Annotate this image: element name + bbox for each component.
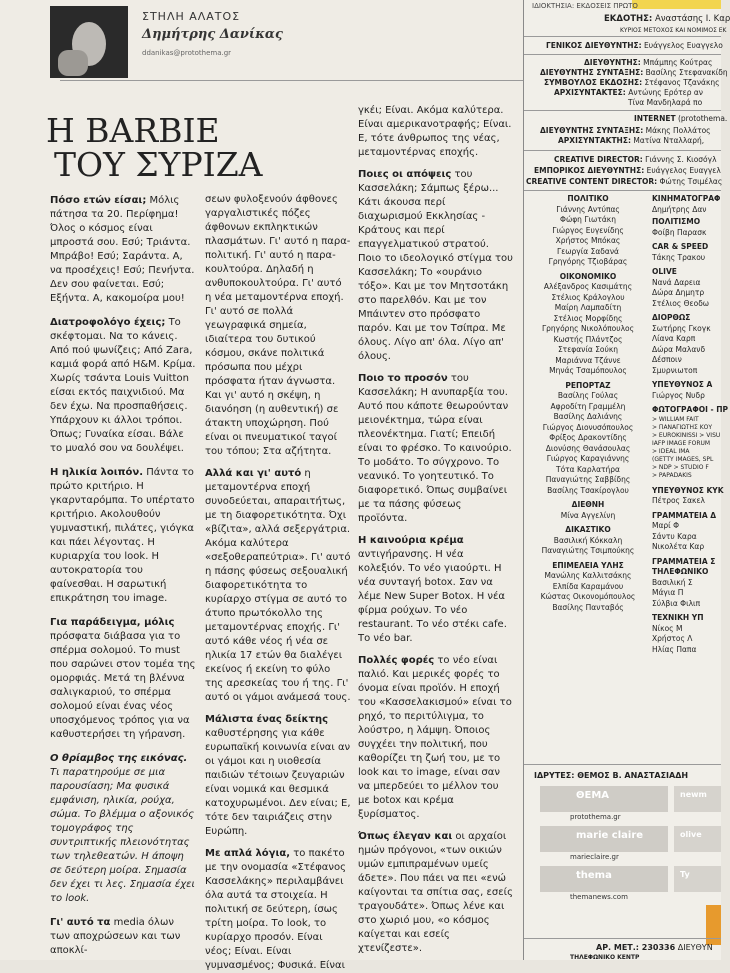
staff-name: Μηνάς Τσαμόπουλος (549, 366, 627, 375)
logo-protothema: ΘΕΜΑ (540, 786, 668, 812)
divider (524, 36, 721, 37)
staff-name: Παναγιώτης Τσιμπούκης (541, 546, 635, 555)
staff-name: Αφροδίτη Γραμμέλη (550, 401, 626, 411)
staff-name: Νίκος Μ (652, 623, 683, 633)
world-heading: ΔΙΕΘΝΗ (571, 500, 605, 509)
author-name: Δημήτρης Δανίκας (142, 27, 283, 42)
author-portrait (50, 6, 128, 78)
staff-name: Βασίλης Τσακίρογλου (547, 485, 629, 495)
logo-side: newm (674, 786, 721, 812)
staff-name: Αλέξανδρος Κασιμάτης (543, 282, 633, 291)
staff-name: Μίνα Αγγελίνη (560, 510, 616, 520)
founders-line: ΙΔΡΥΤΕΣ: ΘΕΜΟΣ Β. ΑΝΑΣΤΑΣΙΑΔΗ (534, 771, 689, 780)
photo-credit: > PAPADAKIS (652, 471, 692, 479)
paragraph-7: σεων φυλοξενούν άφθονες γαργαλιστικές πόζες άφθονων εκπληκτικών πλασμάτων. Γι' αυτό η παρα-πολιτική. Γι' αυτό η παρα-κουλτούρα. Δηλαδή η ανθυποκουλτούρα. Γι' αυτό η νέα μεταμοντέρνα εποχή. Γι' αυτό σε πολλά γεωγραφικά σημεία, ιδιαίτερα του δυτικού κόσμου, σκάνε πολιτικά πρόσωπα που μέχρι πρόσφατα ήταν άγνωστα. Και γι' αυτό η σκέψη, η διανόηση (η αυθεντική) σε άτακτη υποχώρηση. Πού είναι οι πνευματικοί ταγοί του τόπου; Στα αζήτητα. (205, 194, 351, 457)
proofreading-heading: ΔΙΟΡΘΩΣ (652, 313, 691, 322)
chief-editors-line: ΑΡΧΙΣΥΝΤΑΚΤΕΣ: Αντώνης Ερότερ αν (554, 88, 703, 97)
photo-heading: ΦΩΤΟΓΡΑΦΟΙ - ΠΡ (652, 405, 728, 414)
headline-line-2: ΤΟΥ ΣΥΡΙΖΑ (54, 145, 263, 184)
staff-name: Κώστας Οικονομόπουλος (540, 592, 636, 601)
paragraph-9: Μάλιστα ένας δείκτης καθυστέρησης για κάθε ευρωπαϊκή κοινωνία είναι αν οι γάμοι και η υιοθεσία παιδιών τέτοιων ζευγαριών είναι νομικά και θεσμικά κατοχυρωμένοι. Δεν είναι; Ε, τότε δεν ταιριάζεις στην Ευρώπη. (205, 714, 351, 837)
staff-name: Γιώργος Καραγιάννης (546, 454, 630, 463)
secretary-heading: ΓΡΑΜΜΑΤΕΙΑ Δ (652, 510, 717, 520)
economy-heading: ΟΙΚΟΝΟΜΙΚΟ (559, 271, 617, 281)
staff-name: Ελπίδα Καραμάνου (552, 581, 624, 591)
staff-name: Γρηγόρης Τζιοβάρας (548, 257, 628, 266)
internet-editor-director: ΔΙΕΥΘΥΝΤΗΣ ΣΥΝΤΑΞΗΣ: Μάκης Πολλάτος (540, 126, 711, 135)
paragraph-1: Πόσο ετών είσαι; Μόλις πάτησα τα 20. Περίφημα! Όλος ο κόσμος είναι μπροστά σου. Εσύ; Τριάντα. Μπράβο! Εσύ; Σαράντα. Α, να προσέχεις! Εσύ; Πενήντα. Δεν σου φαίνεται. Εσύ; Εξήντα. Α, κακομοίρα μου! (50, 195, 195, 304)
staff-name: Σμυρνιωτοπ (652, 365, 698, 375)
header-rule (60, 80, 523, 81)
phone-secretary-sub: ΤΗΛΕΦΩΝΙΚΟ (652, 567, 709, 576)
staff-name: Γιώργος Νυδρ (652, 390, 705, 400)
editor-director-line: ΔΙΕΥΘΥΝΤΗΣ ΣΥΝΤΑΞΗΣ: Βασίλης Στεφανακίδη (540, 68, 728, 77)
paragraph-2: Διατροφολόγο έχεις; Το σκέφτομαι. Να το κάνεις. Από πού ψωνίζεις; Από Zara, καμιά φορά από H&M. Κρίμα. Χωρίς τσάντα Louis Vuitton είσαι εκτός παιχνιδιού. Μα δεν έχω. Να προσπαθήσεις. Υπάρχουν κι άλλοι τρόποι. Όπως; Γυναίκα είσαι. Βάλε το μυαλό σου να δουλέψει. (50, 317, 196, 454)
staff-name: Φοίβη Παρασκ (652, 227, 707, 237)
culture-heading: ΠΟΛΙΤΙΣΜΟ (652, 217, 701, 226)
staff-name: Μανώλης Καλλιτσάκης (544, 571, 632, 580)
logo-url: marieclaire.gr (570, 853, 619, 861)
staff-name: Γρηγόρης Νικολόπουλος (541, 324, 635, 333)
staff-name: Σάντυ Καρα (652, 531, 697, 541)
phone-secretary-heading: ΓΡΑΜΜΑΤΕΙΑ Σ (652, 556, 716, 566)
staff-name: Νανά Δαρεια (652, 277, 701, 287)
photo-credit: > NDP > STUDIO F (652, 463, 709, 471)
phone-center-label: ΤΗΛΕΦΩΝΙΚΟ ΚΕΝΤΡ (570, 954, 640, 961)
staff-name: Μάγια Π (652, 588, 684, 597)
staff-name: Σύλβια Φιλιπ (652, 598, 701, 608)
article-column-2 (205, 193, 351, 971)
staff-name: Μαρί Φ (652, 521, 680, 530)
paragraph-3: Η ηλικία λοιπόν. Πάντα το πρώτο κριτήριο. Η γκαρνταρόμπα. Το υπέρτατο κριτήριο. Ακολουθούν γυμναστική, πιλάτες, γιόγκα και πάει λέγοντας. Η κυριαρχία του look. Η αυτοκρατορία του φαίνεσθαι. Η σαρωτική επικράτηση του image. (50, 467, 195, 604)
logo-marieclaire: marie claire (540, 826, 668, 852)
staff-name: Στέλιος Κράλογλου (551, 292, 625, 302)
olive-heading: OLIVE (652, 267, 677, 276)
publisher-sub: ΚΥΡΙΟΣ ΜΕΤΟΧΟΣ ΚΑΙ ΝΟΜΙΜΟΣ ΕΚ (620, 27, 727, 34)
accent-block (706, 905, 721, 945)
staff-name: Βασίλης Δαλιάνης (553, 412, 623, 421)
staff-name: Γιώργος Ευγενίδης (552, 225, 624, 235)
logo-url: protothema.gr (570, 813, 621, 821)
registration-number: ΑΡ. ΜΕΤ.: 230336 ΔΙΕΥΘΥΝ (596, 943, 713, 952)
paragraph-16: Όπως έλεγαν και οι αρχαίοι ημών πρόγονοι, «των οικιών υμών εμπιπραμένων υμείς άδετε». Που πάει να πει «ενώ καίγονται τα σπίτια σας, εσείς τραγουδάτε». Όπως λένε και στο χωριό μου, «ο κόσμος καίγεται και εσείς χτενίζεστε». (358, 831, 513, 954)
paragraph-13: Ποιο το προσόν του Κασσελάκη; Η ανυπαρξία του. Αυτό που κάποτε θεωρούνταν μειονέκτημα, τώρα είναι πλεονέκτημα. Γιατί; Επειδή είναι το φρέσκο. Το καινούριο. Το μοδάτο. Το σύγχρονο. Το νεανικό. Το γοητευτικό. Το διαφορετικό. Όπως συμβαίνει με τα πάσης φύσεως προϊόντα. (358, 373, 512, 524)
paragraph-15: Πολλές φορές το νέο είναι παλιό. Και μερικές φορές το όνομα είναι προϊόν. Η εποχή του «Κασσελακισμού» είναι το ρηχό, το περιτύλιγμα, το λούστρο, η λάμψη. Όποιος συγχέει την πολιτική, που καθορίζει τη ζωή του, με το look και το image, είναι σαν να μπερδεύει το μέλλον του με botox και κρέμα ξυρίσματος. (358, 655, 512, 820)
divider (524, 54, 721, 55)
creative-content-line: CREATIVE CONTENT DIRECTOR: Φώτης Τσιμέλας (526, 177, 723, 186)
staff-name: Βασίλης Πανταβός (552, 602, 624, 612)
publisher-line: ΕΚΔΟΤΗΣ: Αναστάσης Ι. Καρ (604, 14, 730, 24)
staff-name: Στέλιος Μορφίδης (553, 313, 623, 323)
divider (524, 764, 721, 765)
photo-credit: > WILLIAM FAIT (652, 415, 699, 423)
staff-name: Γιάννης Αντύπας (556, 204, 620, 214)
staff-name: Φρίξος Δρακοντίδης (549, 433, 627, 442)
staff-name: Δώρα Μαλανδ (652, 344, 706, 354)
paragraph-5: Ο θρίαμβος της εικόνας. Τι παρατηρούμε σε μια παρουσίαση; Μα φυσικά εμφάνιση, ηλικία, ρούχα, σώμα. Το βλέμμα ο αξονικός τομογράφος της συντριπτικής πλειονότητας των τηλεθεατών. Η άποψη σε δεύτερη μοίρα. Σημασία δεν έχει τι λες. Σημασία έχει το look. (50, 753, 195, 904)
adviser-line: ΣΥΜΒΟΥΛΟΣ ΕΚΔΟΣΗΣ: Στέφανος Τζανάκης (544, 78, 720, 87)
staff-name: Μαριάννα Τζάννε (555, 355, 621, 365)
politics-heading: ΠΟΛΙΤΙΚΟ (567, 194, 609, 203)
logo-side: olive (674, 826, 721, 852)
staff-name: Παναγιώτης Σαββίδης (545, 475, 631, 484)
paragraph-10: Με απλά λόγια, το πακέτο με την ονομασία «Στέφανος Κασσελάκης» περιλαμβάνει όλα αυτά τα στοιχεία. Η πολιτική σε δεύτερη, ίσως τρίτη μοίρα. Το look, το κυρίαρχο προσόν. Είναι νέος; Είναι. Είναι γυμνασμένος; Φυσικά. Είναι (205, 848, 346, 971)
staff-name: Τότα Καρλατήρα (556, 464, 620, 474)
article-column-1 (50, 194, 197, 960)
article-column-3 (358, 104, 513, 960)
tech-heading: ΤΕΧΝΙΚΗ ΥΠ (652, 613, 704, 622)
logo-url: themanews.com (570, 893, 628, 901)
ops-heading: ΥΠΕΥΘΥΝΟΣ Α (652, 380, 713, 389)
staff-name: Χρήστος Λ (652, 634, 693, 643)
photo-credit: > IDEAL IMA (652, 447, 690, 455)
director-line: ΔΙΕΥΘΥΝΤΗΣ: Μπάμπης Κούτρας (584, 58, 713, 67)
staff-name: Τάκης Τρακου (652, 252, 706, 262)
staff-name: Χρήστος Μπόκας (555, 236, 621, 245)
chief-editor-2: Τίνα Μανδηλαρά πο (628, 98, 703, 107)
logo-themanews: thema (540, 866, 668, 892)
staff-name: Νικολέτα Καρ (652, 542, 705, 551)
headline-line-1: Η BARBIE (46, 111, 220, 150)
photo-credit: IAFP IMAGE FORUM (652, 439, 711, 447)
divider (524, 110, 721, 111)
staff-name: Διονύσης Θανάσουλας (545, 443, 631, 453)
staff-name: Γιώργος Διονυσόπουλος (542, 422, 634, 432)
internet-heading: INTERNET (protothema. (634, 114, 728, 123)
staff-name: Φώφη Γιωτάκη (560, 215, 616, 224)
paragraph-8: Αλλά και γι' αυτό η μεταμοντέρνα εποχή συνοδεύεται, απαραιτήτως, με τη διαφορετικότητα. Όχι «βίζιτα», αλλά σεξεργάτρια. Ακόμα καλύτερα «σεξοθεραπεύτρια». Γι' αυτό η πάσης φύσεως σεξουαλική διαφορετικότητα το κυρίαρχο στίγμα σε αυτό το άτυπο πρωτόκολλο της μεταμοντέρνας εποχής. Γι' αυτό κάθε νέος ή νέα σε ηλικία 17 ετών θα διαλέγει εκείνος ή εκείνη το φύλο της αρεσκείας του ή της. Γι' αυτό οι γάμοι ανάμεσά τους. (205, 468, 351, 703)
staff-name: Δώρα Δημητρ (652, 288, 705, 297)
divider (524, 150, 721, 151)
paragraph-12: Ποιες οι απόψεις του Κασσελάκη; Σάμπως ξέρω... Κάτι άκουσα περί διαχωρισμού Εκκλησίας - Κράτους και περί επαγγελματικού στρατού. Ποιο το ιδεολογικό στίγμα του Κασσελάκη; Το «ουράνιο τόξο». Και με τον Μητσοτάκη στο παρελθόν. Και με τον Μπάιντεν στο πρόσφατο παρόν. Και με τον Τσίπρα. Με όλους. Λίγο απ' όλα. Λίγο απ' όλους. (358, 169, 513, 362)
general-director-line: ΓΕΝΙΚΟΣ ΔΙΕΥΘΥΝΤΗΣ: Ευάγγελος Ευαγγελο (546, 41, 723, 50)
staff-name: Βασίλης Γούλας (557, 391, 619, 400)
masthead (523, 0, 730, 961)
divider (524, 190, 721, 191)
photo-credit: > ΠΑΝΑΓΙΩΤΗΣ ΚΟΥ (652, 423, 713, 431)
author-email: ddanikas@protothema.gr (142, 49, 232, 57)
paragraph-14: Η καινούρια κρέμα αντιγήρανσης. Η νέα κολεξιόν. Το νέο γιαούρτι. Η νέα συνταγή botox. Σαν να λέμε New Super Botox. Η νέα φίρμα ρούχων. Το νέο restaurant. Το νέο στέκι cafe. Το νέο bar. (358, 535, 507, 644)
staff-name: Μαίρη Λαμπαδίτη (554, 303, 622, 312)
staff-name: Δέσποιν (652, 355, 682, 364)
materials-heading: ΕΠΙΜΕΛΕΙΑ ΥΛΗΣ (552, 560, 624, 570)
photo-credit: > EUROKINISSI > VISU (652, 431, 721, 439)
ownership-line: ΙΔΙΟΚΤΗΣΙΑ: ΕΚΔΟΣΕΙΣ ΠΡΩΤΟ (532, 2, 638, 10)
staff-name: Δημήτρης Δαν (652, 204, 707, 214)
staff-name: Πέτρος Σακελ (652, 496, 705, 505)
divider (524, 938, 721, 939)
staff-name: Γεωργία Σαδανά (557, 246, 619, 256)
staff-name: Σωτήρης Γκογκ (652, 323, 711, 333)
column-name: ΣΤΗΛΗ ΑΛΑΤΟΣ (142, 10, 241, 23)
staff-name: Στεφανία Σούκη (557, 345, 619, 354)
creative-director-line: CREATIVE DIRECTOR: Γιάννης Σ. Κιοσόγλ (554, 155, 717, 164)
staff-column-right (652, 194, 728, 655)
paragraph-4: Για παράδειγμα, μόλις πρόσφατα διάβασα για το σπέρμα σολομού. Το must που σαρώνει στον τομέα της ομορφιάς. Μετά τη βλέννα σαλιγκαριού, το σπέρμα σολομού είναι ένας νέος υποσχόμενος τρόπος για να καθυστερήσει τη γήρανση. (50, 617, 196, 740)
staff-name: Λίανα Καρπ (652, 334, 696, 343)
cinema-heading: ΚΙΝΗΜΑΤΟΓΡΑΦ (652, 194, 721, 203)
masthead-strip (632, 0, 721, 9)
staff-column-left (526, 194, 650, 613)
staff-name: Ηλίας Παπα (652, 644, 697, 654)
commercial-director-line: ΕΜΠΟΡΙΚΟΣ ΔΙΕΥΘΥΝΤΗΣ: Ευάγγελος Ευαγγελ (534, 166, 721, 175)
reporting-heading: ΡΕΠΟΡΤΑΖ (565, 380, 611, 390)
staff-name: Βασιλική Σ (652, 577, 693, 587)
staff-name: Κωστής Πλάντζος (553, 334, 623, 344)
car-heading: CAR & SPEED (652, 242, 709, 251)
paragraph-6: Γι' αυτό τα media όλων των αποχρώσεων και των αποκλί- (50, 917, 181, 956)
photo-credit: (GETTY IMAGES, SPL (652, 455, 714, 463)
courts-heading: ΔΙΚΑΣΤΙΚΟ (565, 525, 611, 534)
kyk-heading: ΥΠΕΥΘΥΝΟΣ ΚΥΚ (652, 485, 724, 495)
staff-name: Βασιλική Κόκκαλη (553, 535, 623, 545)
paragraph-11: γκέι; Είναι. Ακόμα καλύτερα. Είναι αμερικανοτραφής; Είναι. Ε, τότε άνθρωπος της νέας, μεταμοντέρνας εποχής. (358, 105, 512, 158)
logo-side: Ty (674, 866, 721, 892)
staff-name: Στέλιος Θεοδω (652, 298, 710, 308)
internet-chief-editor: ΑΡΧΙΣΥΝΤΑΚΤΗΣ: Ματίνα Νταλλαρή, (558, 136, 705, 145)
portrait-hand (58, 50, 88, 76)
